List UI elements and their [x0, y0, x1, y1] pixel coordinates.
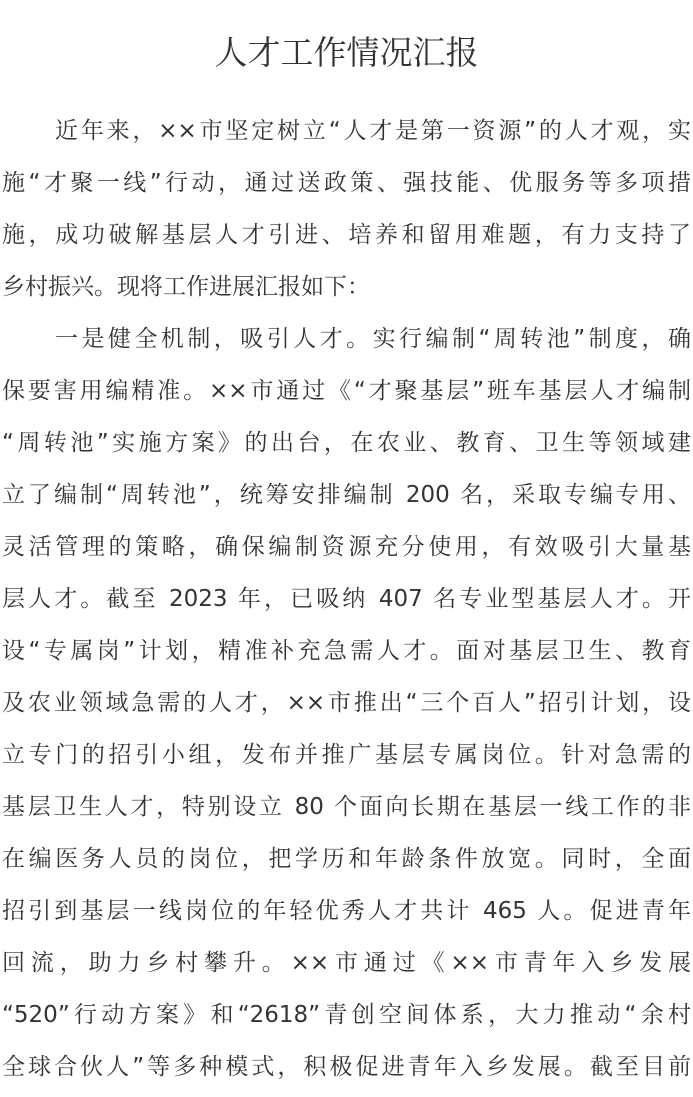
paragraph-line: 基层卫生人才，特别设立 80 个面向长期在基层一线工作的非 [2, 794, 691, 820]
paragraph-line: 及农业领域急需的人才，××市推出“三个百人”招引计划，设 [2, 690, 691, 716]
paragraph-line: “周转池”实施方案》的出台，在农业、教育、卫生等领域建 [2, 430, 691, 456]
paragraph-line: 回流，助力乡村攀升。××市通过《××市青年入乡发展 [2, 950, 691, 976]
paragraph-line: 保要害用编精准。××市通过《“才聚基层”班车基层人才编制 [2, 378, 691, 404]
paragraph-line: 立专门的招引小组，发布并推广基层专属岗位。针对急需的 [2, 742, 691, 768]
paragraph-line: 施“才聚一线”行动，通过送政策、强技能、优服务等多项措 [2, 170, 691, 196]
paragraph-line: 施，成功破解基层人才引进、培养和留用难题，有力支持了 [2, 222, 691, 248]
document-title: 人才工作情况汇报 [214, 33, 479, 72]
paragraph-line: 一是健全机制，吸引人才。实行编制“周转池”制度，确 [55, 326, 691, 352]
paragraph-line: 招引到基层一线岗位的年轻优秀人才共计 465 人。促进青年 [2, 898, 691, 924]
document-body [0, 105, 693, 1093]
paragraph-line: “520”行动方案》和“2618”青创空间体系，大力推动“余村 [2, 1002, 691, 1028]
paragraph-line: 全球合伙人”等多种模式，积极促进青年入乡发展。截至目前 [2, 1054, 691, 1080]
paragraph-line: 灵活管理的策略，确保编制资源充分使用，有效吸引大量基 [2, 534, 691, 560]
paragraph-line: 设“专属岗”计划，精准补充急需人才。面对基层卫生、教育 [2, 638, 691, 664]
paragraph-line: 在编医务人员的岗位，把学历和年龄条件放宽。同时，全面 [2, 846, 691, 872]
paragraph-line: 乡村振兴。现将工作进展汇报如下： [2, 274, 370, 300]
paragraph-line: 立了编制“周转池”，统筹安排编制 200 名，采取专编专用、 [2, 482, 691, 508]
paragraph-line: 近年来，××市坚定树立“人才是第一资源”的人才观，实 [55, 118, 691, 144]
paragraph-line: 层人才。截至 2023 年，已吸纳 407 名专业型基层人才。开 [2, 586, 691, 612]
